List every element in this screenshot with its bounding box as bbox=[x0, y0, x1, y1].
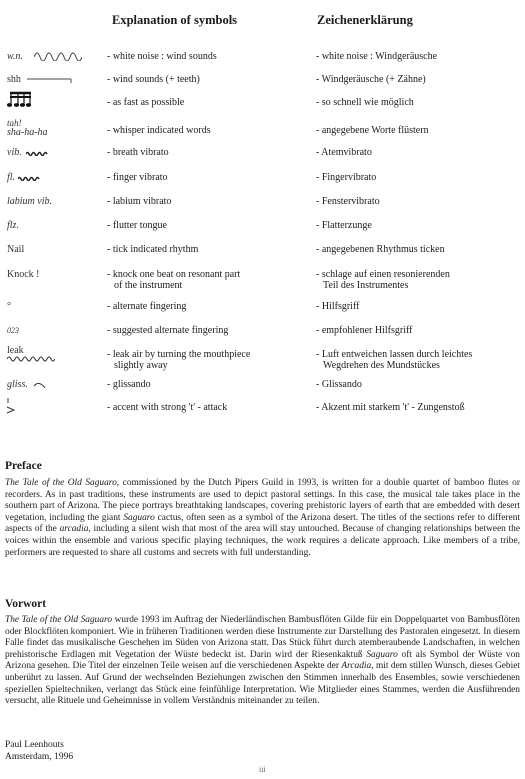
header-english: Explanation of symbols bbox=[112, 13, 238, 27]
symbol-label-2: sha-ha-ha bbox=[7, 127, 48, 138]
glissando-curve-icon bbox=[33, 380, 47, 390]
symbol-desc-de: - Flatterzunge bbox=[316, 220, 372, 231]
symbol-desc-de: - so schnell wie möglich bbox=[316, 97, 414, 108]
leak-wave-icon bbox=[7, 354, 55, 362]
symbol-label: gliss. bbox=[7, 379, 28, 390]
symbol-label: shh bbox=[7, 74, 21, 85]
white-noise-wave-icon bbox=[34, 49, 82, 61]
symbol-desc-en: - finger vibrato bbox=[107, 172, 168, 183]
symbol-desc-en: - leak air by turning the mouthpiece bbox=[107, 349, 251, 360]
accent-symbol-icon bbox=[6, 397, 18, 415]
symbol-label: Knock ! bbox=[7, 269, 40, 280]
symbol-desc-en: - white noise : wind sounds bbox=[107, 51, 217, 62]
symbol-label: vib. bbox=[7, 147, 22, 158]
symbol-label: ° bbox=[7, 301, 11, 312]
symbol-label: tah! bbox=[7, 118, 22, 128]
symbol-desc-de: - Luft entweichen lassen durch leichtes bbox=[316, 349, 473, 360]
symbol-desc-en: - knock one beat on resonant part bbox=[107, 269, 241, 280]
preface-heading: Preface bbox=[5, 460, 42, 472]
symbol-desc-en-2: slightly away bbox=[114, 360, 168, 371]
symbol-desc-en: - breath vibrato bbox=[107, 147, 169, 158]
symbol-label: w.n. bbox=[7, 51, 23, 62]
header-german: Zeichenerklärung bbox=[317, 13, 413, 27]
place-date: Amsterdam, 1996 bbox=[5, 752, 74, 762]
symbol-desc-de: - angegebenen Rhythmus ticken bbox=[316, 244, 445, 255]
symbol-label: flz. bbox=[7, 220, 19, 231]
symbol-label: Nail bbox=[7, 244, 25, 255]
symbol-desc-de: - angegebene Worte flüstern bbox=[316, 125, 429, 136]
symbol-desc-de-2: Wegdrehen des Mundstückes bbox=[323, 360, 440, 371]
symbol-desc-en: - wind sounds (+ teeth) bbox=[107, 74, 200, 85]
symbol-desc-de: - white noise : Windgeräusche bbox=[316, 51, 438, 62]
vorwort-paragraph: The Tale of the Old Saguaro wurde 1993 im Auftrag der Niederländischen Bambusflöten Gilde für ein Doppelquartet von Bambusflöten oder Blockflöten komponiert. Wie in früheren Traditionen werden diese Instrumente zur Darstellung des Pastoralen eingesetzt. In diesem Falle findet das musikalische Geschehen im Süden von Arizona statt. Das Stück führt durch atemberaubende Landschaften, in welchen prehistorische Erdlagen mit Vegetation der Wüste bedeckt ist. Darin wird der Riesenkaktuß Saguaro oft als Symbol der Wüste von Arizona gesehen. Die Titel der einzelnen Teile weisen auf die verschiedenen Aspekte der Arcadia, mit dem stillen Wunsch, dieses Gebiet unberührt zu lassen. Auf Grund der wechselnden Beziehungen zwischen den Stimmen innerhalb des Ensembles, sowie verschiedenen speziellen Spieltechniken, verlangt das Stück eine feinfühlige Interpretation. Wie Mitglieder eines Stammes, werden die Ausführenden versucht, alle Rituele und Geheimnisse in vollem Verständnis miteinander zu teilen. bbox=[5, 615, 520, 707]
symbol-desc-en: - suggested alternate fingering bbox=[107, 325, 229, 336]
symbol-desc-en: - accent with strong 't' - attack bbox=[107, 402, 228, 413]
symbol-desc-en: - alternate fingering bbox=[107, 301, 187, 312]
symbol-desc-de: - Fenstervibrato bbox=[316, 196, 380, 207]
author-name: Paul Leenhouts bbox=[5, 740, 64, 750]
symbol-desc-en: - glissando bbox=[107, 379, 151, 390]
vorwort-title: The Tale of the Old Saguaro bbox=[5, 615, 113, 625]
symbol-desc-en-2: of the instrument bbox=[114, 280, 183, 291]
symbol-desc-de: - Glissando bbox=[316, 379, 362, 390]
symbol-desc-en: - whisper indicated words bbox=[107, 125, 211, 136]
symbol-desc-en: - tick indicated rhythm bbox=[107, 244, 199, 255]
vibrato-wave-icon bbox=[26, 150, 48, 156]
symbol-desc-de: - Akzent mit starkem 't' - Zungenstoß bbox=[316, 402, 465, 413]
symbol-desc-de: - Fingervibrato bbox=[316, 172, 377, 183]
symbol-label: fl. bbox=[7, 172, 16, 183]
preface-paragraph: The Tale of the Old Saguaro, commissioned by the Dutch Pipers Guild in 1993, is written for a double quartet of bamboo flutes or recorders. As in past traditions, these instruments are used to depict pastoral settings. In this case, the musical tale takes place in the southern part of Arizona. The piece portrays breathtaking landscapes, covering prehistoric layers of earth that are embedded with desert vegetation, including the giant Saguaro cactus, often seen as a symbol of the Arizona desert. The titles of the sections refer to different aspects of the arcadia, including a silent wish that most of the area will stay untouched. Because of changing relationships between the voices within the ensemble and various specific playing techniques, the work requires a delicate approach. Like members of a tribe, performers are requested to share all customs and secrets with full understanding. bbox=[5, 478, 520, 558]
vorwort-heading: Vorwort bbox=[5, 598, 47, 610]
symbol-label: 023 bbox=[7, 326, 19, 335]
symbol-desc-en: - flutter tongue bbox=[107, 220, 167, 231]
symbol-desc-de: - Hilfsgriff bbox=[316, 301, 360, 312]
symbol-desc-en: - as fast as possible bbox=[107, 97, 185, 108]
fast-notes-icon bbox=[7, 91, 33, 109]
vibrato-wave-icon bbox=[18, 175, 40, 181]
preface-title: The Tale of the Old Saguaro, bbox=[5, 478, 120, 488]
symbol-desc-de: - Windgeräusche (+ Zähne) bbox=[316, 74, 426, 85]
symbol-desc-de: - schlage auf einen resonierenden bbox=[316, 269, 450, 280]
wind-line-icon bbox=[27, 73, 77, 85]
page-number: iii bbox=[259, 765, 266, 774]
symbol-desc-en: - labium vibrato bbox=[107, 196, 172, 207]
symbol-desc-de-2: Teil des Instrumentes bbox=[323, 280, 409, 291]
symbol-desc-de: - Atemvibrato bbox=[316, 147, 372, 158]
symbol-label: labium vib. bbox=[7, 196, 52, 207]
symbol-desc-de: - empfohlener Hilfsgriff bbox=[316, 325, 413, 336]
symbol-label: leak bbox=[7, 345, 24, 356]
